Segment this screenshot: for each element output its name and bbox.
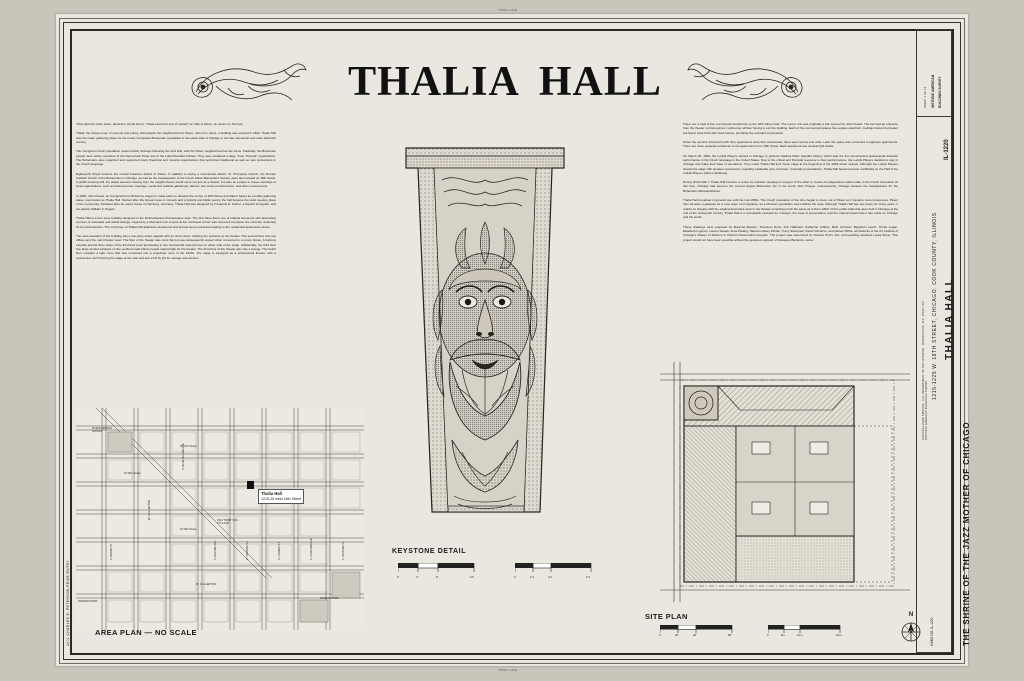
keystone-illustration [392, 140, 578, 530]
scale-tick: 20' [675, 633, 679, 637]
map-street-label: S. WOOD ST. [110, 543, 113, 560]
scale-tick: 0 [659, 633, 661, 637]
scale-tick: 0 [767, 633, 769, 637]
paragraph: Eighteenth Street became the central business district in Pilsen. In addition to being a commercial district, St. Procopius Church, the Roman Catholic church of the Bohemians in Chicago, as well as the headquarters of the Czech Slavic Benevolent Society, were also located on 18th Street. A public meeting hall, the staple element missing from the neighborhood, would serve not just as a theater, but also as a place to house meetings of local organizations, such as fraternal order meetings, social and political gatherings, dances, live music performances, and other social events. [76, 171, 276, 189]
map-landmark-label: DVORAK PARK [320, 597, 339, 600]
ornament-left [188, 58, 308, 113]
scale-tick: 0.2 [548, 575, 552, 579]
map-street-label: S. BLUE ISLAND AVE. [182, 442, 185, 470]
sheet-of-label: SHEET 1 OF 14 [924, 86, 927, 108]
map-landmark-label: PILSEN CENTRAL SCHOOL [92, 427, 113, 433]
page-title [330, 58, 680, 106]
map-street-label: W 19th Street [180, 528, 197, 531]
page-title-main: THALIA [348, 59, 520, 105]
map-street-label: S. PAULINA ST. [342, 540, 345, 560]
paragraph: On March 20, 1893, the Ludvik Players arrived in Chicago to perform Gardina Robs (Garda's Robe), which was the first documented professional dramatic performance in the Czech language in the United States. Due to the critical and financial response to their performances, the Ludvik Players decided to stay in Chicago and make their base of operations. They made Thalia Hall their home stage at the beginning of the 1893 winter season. Although the Ludvik Players shared the stage with amateur productions, traveling vaudeville acts, and later, cinematic presentations, Thalia Hall became known unofficially as the Hall of the Ludvik Players (Sinlo Ludvikova). [683, 153, 898, 175]
map-landmark-label: HARRISON PARK [78, 600, 98, 603]
title-block-credit-line: HISTORIC AMERICAN BUILDINGS SURVEY [925, 380, 928, 440]
map-street-label: W 17th Street [180, 445, 197, 448]
title-block-address: 1215-1225 W. 18TH STREET, CHICAGO, COOK COUNTY, ILLINOIS [932, 212, 938, 400]
trim-line-bottom: TRIM LINE [498, 668, 518, 672]
callout-address: 1215-25 west 18th Street [261, 496, 302, 501]
scale-tick: 6" [436, 575, 439, 579]
narrative-right-column [683, 122, 898, 247]
ornament-right [686, 58, 806, 113]
narrative-left-column [76, 122, 276, 265]
habs-line-2: BUILDINGS SURVEY [938, 76, 942, 108]
site-plan-scale-feet [660, 625, 734, 642]
paragraph: The west elevation of the building has a two-story tower capped with an onion dome marking the entrance to the theater. The second floor has two offices and the main theater level. The floor of the theater was once flat but was subsequently sloped when converted to a movie house. A balcony extends around three sides of the third floor level terminating in two ornamental roofed boxes on either side of the stage. Additionally, the third floor has large arched windows on the southern wall which provide natural light for the theater. The third floor of the theater also has a lounge. The fourth floor contains a light room that was converted into a projection room in the 1920s. The stage is equipped as a professional theater, with a proscenium arch framing the stage at the east end and a full fly loft for storage and scenery. [76, 233, 276, 260]
scale-tick: 40' [693, 633, 697, 637]
delineator-signature: HABS NO. IL-1220 [930, 617, 934, 646]
paragraph: There are a total of five commercial storefronts on the 18th Street side. The corner unit was originally a bar opened by John Dusek. The bar had an entrance from the theater so that patrons could enter without having to exit the building. Each of the commercial spaces has a glass storefront. Ceilings below the theater are barrel vault brick with steel beams, providing fire-resistant construction. [683, 122, 898, 135]
callout-name: Thalia Hall [261, 491, 282, 496]
page-title-second: HALL [538, 59, 662, 105]
paragraph: During World War I, Thalia Hall became a center for patriotic meetings in support of the effort to create an independent nation state in the Czech homeland. At this time, Chicago had become the second largest Bohemian city in the world, after Prague. Consequently, Chicago became the headquarters for the Bohemian National Alliance. [683, 180, 898, 193]
site-plan-drawing [660, 362, 910, 602]
prize-entry-credit: 2001 CHARLES E. PETERSON PRIZE ENTRY [66, 560, 70, 646]
title-block-tagline: THE SHRINE OF THE JAZZ MOTHER OF CHICAGO [962, 421, 971, 646]
map-street-label: S. LOOMIS ST. [278, 541, 281, 560]
title-block-project-name: THALIA HALL [944, 277, 955, 360]
scale-tick: 6m [781, 633, 785, 637]
map-street-label: W. CULLERTON [196, 583, 217, 586]
paragraph: Thalia Hall remained in general use until the mid-1950s. The Czech population of the time began to move out of Pilsen as it became more prosperous. Pilsen then became a gateway for a new wave of immigrants, as a Mexican population now inhabits the area. Although Thalia Hall has sat empty for many years, it retains its integrity with the original decorative work in the theater remaining much the same as it did in 1893. Of the public halls that were built in Chicago at the end of the nineteenth century, Thalia Hall is a remarkable example for it design, the state of preservation, and the cultural impact that it has made on Chicago and the world. [683, 198, 898, 220]
site-plan-title: SITE PLAN [645, 612, 688, 621]
scale-tick: 0.1 [530, 575, 534, 579]
habs-header [931, 75, 935, 108]
keystone-scale-imperial [398, 563, 476, 584]
north-arrow-label: N [908, 612, 914, 618]
map-street-label: S. ASHLAND AVE. [310, 537, 313, 560]
scale-tick: 24m [836, 633, 842, 637]
thalia-hall-marker [247, 481, 254, 489]
thalia-hall-callout [258, 489, 304, 504]
paragraph: When the second, third and fourth floor apartments were first constructed, there were twenty-one units. Later the space was converted to eighteen apartments. There are three separate entrances to the apartments from 18th Street. Each apartment has several light shafts. [683, 139, 898, 149]
scale-tick: 3" [416, 575, 419, 579]
map-street-label: W 18th Street [124, 472, 141, 475]
title-block-agency: NATIONAL PARK SERVICE · U.S. DEPARTMENT OF THE INTERIOR · WASHINGTON, D.C. 20013-7127 [922, 300, 925, 440]
scale-tick: 0 [514, 575, 516, 579]
paragraph: The immigrant Czech population soared within Chicago following the Civil War, with the Pilsen neighborhood as the focus. Politically, the Bohemian people were active members of the Democratic Party and of the Labor/Socialist Parties. They also sustained a large "Free Thought" organization. The Bohemians also organized and supported many theatrical and musical organizations that performed traditional as well as new productions in the Czech language. [76, 149, 276, 167]
paragraph: Thalia, the Greek muse of comedy and poetry, ahmedspan the neighborhood in Pilsen, when her name, a building was erected in 1892. Thalia Hall was the major gathering place for the newly immigrated Bohemian population in the south side of Chicago in the late nineteenth and early twentieth century. [76, 131, 276, 144]
scale-tick: 12m [797, 633, 803, 637]
map-street-label: W. CULLERTON [148, 499, 151, 520]
paragraph: In 1892, John Dusek, an immigrant from Bohemia, began to make plans to develop the corner of 18th Street and Allport Street as a public gathering place, now known as Thalia Hall. Named after the Greek muse of comedy and of playful and idyllic poetry, the hall became the local meeting place of the community. Modeled after an opera house in Hamburg, Germany, Thalia Hall was designed by Frederick E. Farber, a Danish immigrant, and his partner William F. Pagels. [76, 193, 276, 211]
habs-line-1: HISTORIC AMERICAN [931, 74, 935, 108]
map-landmark-label: HOLY TRINITY R.C. CH. & SCH. [217, 519, 239, 525]
habs-number: IL-1220 [944, 139, 950, 160]
map-street-label: S. THROOP ST. [246, 540, 249, 560]
scale-tick: 12" [470, 575, 475, 579]
area-plan-title: AREA PLAN — NO SCALE [95, 628, 197, 637]
paragraph: "How light the strain when, decked in vernal bloom, Thalia tuned her lyre of melody" An Ode to Music, by James G. Percival [76, 122, 243, 126]
trim-line-top: TRIM LINE [498, 8, 518, 12]
keystone-scale-metric [515, 563, 593, 584]
paragraph: Thalia Hall is a four story building designed in the Richardsonian Romanesque style. The first three floors are of Indiana limestone with alternating courses of rusticated and ashlar facings, capped by a Mansard roof. A spire at the northwest corner was removed, but plans are currently underway for its reintroduction. The north face of Thalia Hall abandons storefronts and arched stone entrances leading to the residential apartments above. [76, 216, 276, 229]
scale-tick: 0 [397, 575, 399, 579]
site-plan-scale-meters [768, 625, 842, 642]
paragraph: These drawings were prepared by Breanna Boulton, Theodore Dunn, Ann Halbrook, Katherine Jeffries, Beth Johnson, Benjamin Leech, Trisha Logan, Elisabeth Logman, Lauren Dewalt, Ilena Pandey, Maura Lindsey Pilcher, Tracy Skorupski, Sarah Van Ervo, and Nelson White, all students of the Art Institute of Chicago's Master of Science in Historic Preservation program. The project was supervised by Charles Pozzi, AIA, and teaching assistant Laura Royer. This project would not have been possible without the generous support of Giuseppe Burlando, owner. [683, 224, 898, 242]
habs-header-2 [938, 77, 942, 108]
scale-tick: 80' [728, 633, 732, 637]
keystone-caption: KEYSTONE DETAIL [392, 548, 467, 555]
scale-tick: 0.3 [586, 575, 590, 579]
map-street-label: S. RACINE AVE. [214, 540, 217, 560]
